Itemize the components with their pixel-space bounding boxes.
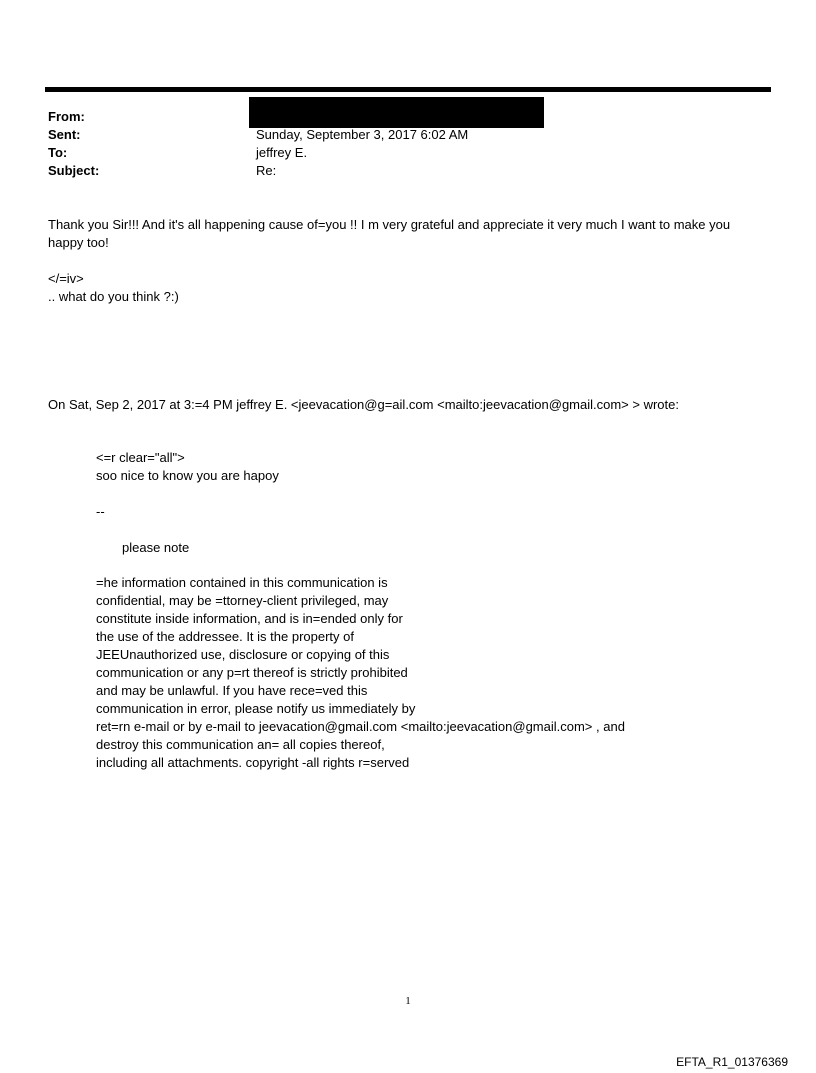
disclaimer-line: including all attachments. copyright -all rights r=served xyxy=(96,755,410,770)
please-note: please note xyxy=(122,540,190,555)
disclaimer-line: JEEUnauthorized use, disclosure or copying of this xyxy=(96,647,390,662)
sent-label: Sent: xyxy=(48,127,81,142)
disclaimer-line: confidential, may be =ttorney-client privileged, may xyxy=(96,593,389,608)
quoted-nice-line: soo nice to know you are hapoy xyxy=(96,468,279,483)
subject-label: Subject: xyxy=(48,163,100,178)
to-value: jeffrey E. xyxy=(256,145,308,160)
signature-dashes: -- xyxy=(96,504,105,519)
quote-header: On Sat, Sep 2, 2017 at 3:=4 PM jeffrey E. <jeevacation@g=ail.com <mailto:jeevacation@gmail.com> > wrote: xyxy=(48,397,679,412)
disclaimer-line: communication in error, please notify us immediately by xyxy=(96,701,416,716)
sent-value: Sunday, September 3, 2017 6:02 AM xyxy=(256,127,469,142)
disclaimer-line: destroy this communication an= all copies thereof, xyxy=(96,737,385,752)
subject-value: Re: xyxy=(256,163,277,178)
from-label: From: xyxy=(48,109,85,124)
disclaimer-line: communication or any p=rt thereof is strictly prohibited xyxy=(96,665,408,680)
body-think-line: .. what do you think ?:) xyxy=(48,289,179,304)
header-rule xyxy=(45,87,771,92)
disclaimer-line: the use of the addressee. It is the property of xyxy=(96,629,354,644)
redacted-sender xyxy=(249,97,544,128)
disclaimer-line: ret=rn e-mail or by e-mail to jeevacation@gmail.com <mailto:jeevacation@gmail.com> , and xyxy=(96,719,625,734)
body-paragraph: Thank you Sir!!! And it's all happening cause of=you !! I m very grateful and appreciate it very much I want to make you happy too! xyxy=(48,217,731,250)
bates-number: EFTA_R1_01376369 xyxy=(676,1055,788,1069)
quoted-br-line: <=r clear="all"> xyxy=(96,450,185,465)
disclaimer-line: constitute inside information, and is in=ended only for xyxy=(96,611,403,626)
to-label: To: xyxy=(48,145,68,160)
body-iv-line: </=iv> xyxy=(48,271,84,286)
disclaimer-line: and may be unlawful. If you have rece=ved this xyxy=(96,683,368,698)
disclaimer-line: =he information contained in this communication is xyxy=(96,575,388,590)
page-number: 1 xyxy=(405,995,411,1007)
